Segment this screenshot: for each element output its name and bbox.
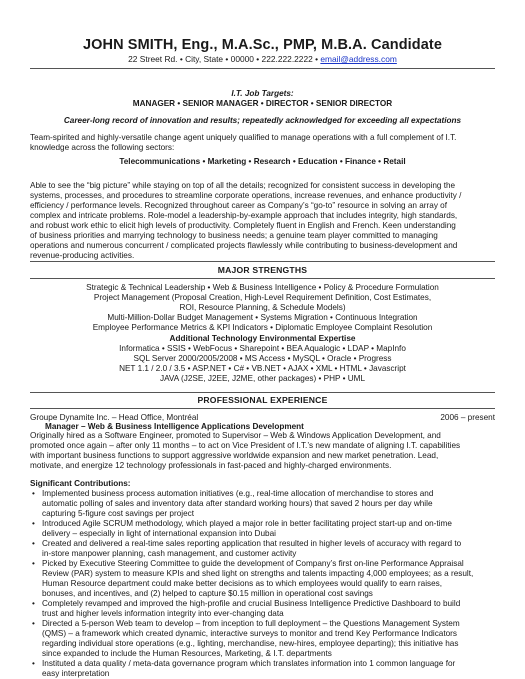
header-rule: [30, 68, 495, 69]
bullet-icon: •: [32, 599, 35, 608]
employment-dates: 2006 – present: [440, 413, 495, 422]
tech-line: Informatica • SSIS • WebFocus • Sharepoint • BEA Aqualogic • LDAP • MapInfo: [119, 344, 406, 353]
strength-line: ROI, Resource Planning, & Schedule Models): [179, 303, 346, 312]
list-item: • Instituted a data quality / meta-data governance program which translates information into 1 common language for easy interpretation: [32, 659, 456, 678]
contact-line: [0, 54, 525, 64]
sectors-line: Telecommunications • Marketing • Research • Education • Finance • Retail: [119, 157, 406, 166]
job-description-line: promoted once again – after only 11 months – to act on Vice President of I.T.’s new mandate of aligning I.T. capabilities: [30, 441, 461, 450]
strengths-list: [0, 283, 525, 333]
bullet-icon: •: [32, 489, 35, 498]
list-item: • Directed a 5-person Web team to develop – from inception to full deployment – the Questions Management System (QMS) – a framework which created dynamic, interactive surveys to monitor and trend Key Performance Indicators regarding individual store operations (e.g., lighting, merchandise, new-hires, employee departing); this initiative has since expanded to include the Human Resources, Marketing, & I.T. departments: [32, 619, 460, 658]
list-item: • Introduced Agile SCRUM methodology, which played a major role in better facilitating project start-up and on-time delivery – especially in light of international expansion into Dubai: [32, 519, 452, 538]
tech-expertise-heading: Additional Technology Environmental Expertise: [169, 334, 356, 343]
job-description-line: with important business functions to support aggressive worldwide expansion and new market penetration. Lead,: [30, 451, 439, 460]
bullet-icon: •: [32, 659, 35, 668]
strengths-bottom-rule: [30, 278, 495, 279]
email-link[interactable]: email@address.com: [320, 54, 397, 64]
summary-body: [30, 181, 496, 261]
strength-line: Project Management (Proposal Creation, High-Level Requirement Definition, Cost Estimates,: [93, 293, 432, 302]
career-tagline: Career-long record of innovation and results; repeatedly acknowledged for exceeding all expectations: [63, 116, 462, 125]
contact-details: 22 Street Rd. • City, State • 00000 • 222.222.2222 •: [128, 54, 321, 64]
experience-heading: PROFESSIONAL EXPERIENCE: [197, 395, 328, 405]
summary-body-line: complex and intricate problems. Role-model a leadership-by-example approach that includes integrity, high standards,: [30, 211, 458, 220]
bullet-icon: •: [32, 539, 35, 548]
bullet-icon: •: [32, 559, 35, 568]
bullet-icon: •: [32, 619, 35, 628]
job-description-line: motivate, and energize 12 technology professionals in fast-paced and highly-charged environments.: [30, 461, 392, 470]
summary-body-line: efficiency / performance levels. Recognized throughout career as Company’s “go-to” resource in solving an array of: [30, 201, 448, 210]
strengths-top-rule: [30, 261, 495, 262]
candidate-name: JOHN SMITH, Eng., M.A.Sc., PMP, M.B.A. Candidate: [82, 37, 443, 53]
summary-intro-line: knowledge across the following sectors:: [30, 143, 175, 152]
tech-expertise-list: [0, 344, 525, 384]
contributions-heading: Significant Contributions:: [30, 479, 131, 488]
summary-intro-line: Team-spirited and highly-versatile change agent uniquely qualified to manage operations with a full complement of I.T.: [30, 133, 457, 142]
list-item: • Picked by Executive Steering Committee to guide the development of Company’s first on-line Performance Appraisal Review (PAR) system to measure KPIs and shed light on strengths and talents impacting 4,000 employees; as a result, Human Resource department could make better decisions as to which employees would qualify to earn raises, bonuses, and incentives, and (2) helped to capture $0.15 million in operational cost savings: [32, 559, 474, 598]
list-item: • Completely revamped and improved the high-profile and crucial Business Intelligence Predictive Dashboard to build trust and higher levels information integrity into ever-changing data: [32, 599, 461, 618]
summary-body-line: Able to see the “big picture” while staying on top of all the details; recognized for consistent success in developing the: [30, 181, 456, 190]
summary-body-line: and robust work ethic to elicit high levels of productivity. Completely fluent in English and French. Keen understanding: [30, 221, 456, 230]
summary-body-line: systems, processes, and procedures to streamline corporate operations, increase revenues, and enhance productivity /: [30, 191, 462, 200]
summary-body-line: revenue-producing activities.: [30, 251, 135, 260]
experience-bottom-rule: [30, 408, 495, 409]
tech-line: NET 1.1 / 2.0 / 3.5 • ASP.NET • C# • VB.NET • AJAX • XML • HTML • Javascript: [119, 364, 406, 373]
company-name: Groupe Dynamite Inc. – Head Office, Montréal: [30, 413, 199, 422]
job-targets-label: I.T. Job Targets:: [231, 89, 294, 98]
job-targets-roles: MANAGER • SENIOR MANAGER • DIRECTOR • SENIOR DIRECTOR: [132, 99, 393, 108]
bullet-icon: •: [32, 519, 35, 528]
job-title: Manager – Web & Business Intelligence Applications Development: [45, 422, 304, 431]
summary-body-line: of business priorities and marrying technology to business needs; a genuine team player committed to managing: [30, 231, 438, 240]
strength-line: Multi-Million-Dollar Budget Management • Systems Migration • Continuous Integration: [107, 313, 418, 322]
strengths-heading: MAJOR STRENGTHS: [217, 265, 308, 275]
experience-top-rule: [30, 392, 495, 393]
list-item: • Implemented business process automation initiatives (e.g., real-time allocation of merchandise to stores and automatic polling of sales and inventory data after standard working hours) that saved 2 hours per day while capturing 5-figure cost savings per project: [32, 489, 434, 518]
summary-body-line: operations and numerous concurrent / complicated projects flawlessly while contributing to business-development and: [30, 241, 458, 250]
job-description: [30, 431, 496, 471]
strength-line: Strategic & Technical Leadership • Web & Business Intelligence • Policy & Procedure Formulation: [86, 283, 439, 292]
strength-line: Employee Performance Metrics & KPI Indicators • Diplomatic Employee Complaint Resolution: [92, 323, 433, 332]
list-item: • Created and delivered a real-time sales reporting application that resulted in higher levels of accuracy with regard to in-store manpower planning, cash management, and customer activity: [32, 539, 462, 558]
summary-intro: [30, 133, 496, 153]
tech-line: JAVA (J2SE, J2EE, J2ME, other packages) • PHP • UML: [159, 374, 366, 383]
contributions-list: [30, 489, 500, 679]
job-description-line: Originally hired as a Software Engineer, promoted to Supervisor – Web & Windows Application Development, and: [30, 431, 441, 440]
tech-line: SQL Server 2000/2005/2008 • MS Access • MySQL • Oracle • Progress: [133, 354, 392, 363]
